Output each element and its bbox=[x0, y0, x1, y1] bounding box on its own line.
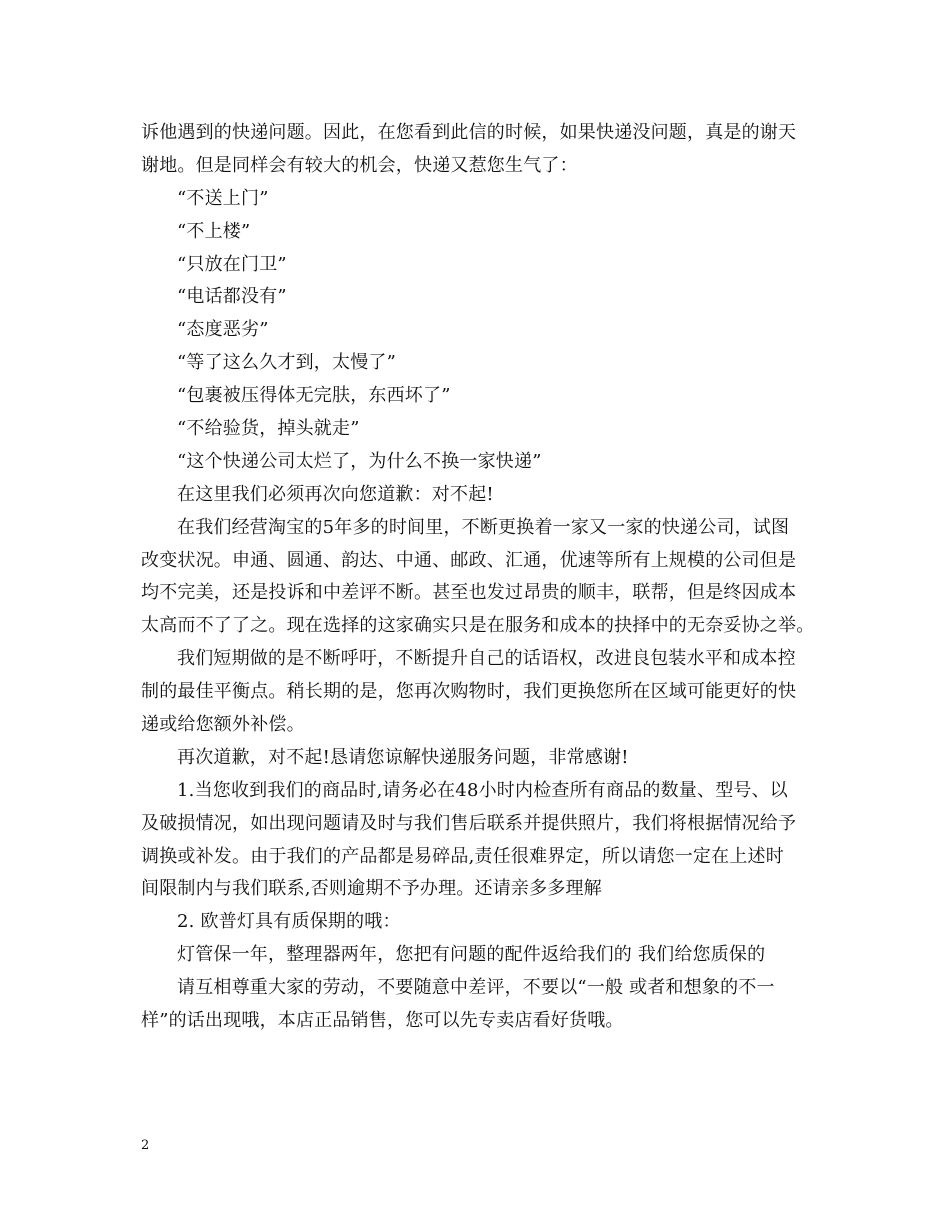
text-line: 1.当您收到我们的商品时,请务必在48小时内检查所有商品的数量、型号、以 bbox=[177, 779, 788, 801]
text-line: 请互相尊重大家的劳动，不要随意中差评，不要以“一般 或者和想象的不一 bbox=[177, 977, 775, 999]
page-number: 2 bbox=[141, 1138, 150, 1153]
text-line: 间限制内与我们联系,否则逾期不予办理。还请亲多多理解 bbox=[141, 878, 602, 900]
text-line: 在这里我们必须再次向您道歉：对不起! bbox=[177, 483, 494, 505]
text-line: 谢地。但是同样会有较大的机会，快递又惹您生气了： bbox=[141, 154, 578, 176]
text-line: 样”的话出现哦，本店正品销售，您可以先专卖店看好货哦。 bbox=[141, 1010, 624, 1032]
document-body bbox=[141, 117, 813, 1038]
text-line: 太高而不了了之。现在选择的这家确实只是在服务和成本的抉择中的无奈妥协之举。 bbox=[141, 615, 815, 637]
text-line: “这个快递公司太烂了，为什么不换一家快递” bbox=[177, 450, 542, 472]
text-line: “等了这么久才到，太慢了” bbox=[177, 352, 397, 374]
text-line: “不给验货，掉头就走” bbox=[177, 418, 360, 440]
text-line: 递或给您额外补偿。 bbox=[141, 714, 305, 736]
text-line: “电话都没有” bbox=[177, 286, 287, 308]
text-line: 制的最佳平衡点。稍长期的是，您再次购物时，我们更换您所在区域可能更好的快 bbox=[141, 681, 797, 703]
text-line: 诉他遇到的快递问题。因此，在您看到此信的时候，如果快递没问题，真是的谢天 bbox=[141, 122, 797, 143]
text-line: “不送上门” bbox=[177, 187, 269, 209]
text-line: 我们短期做的是不断呼吁，不断提升自己的话语权，改进良包装水平和成本控 bbox=[177, 648, 796, 670]
text-line: “态度恶劣” bbox=[177, 319, 269, 341]
text-line: “包裹被压得体无完肤，东西坏了” bbox=[177, 385, 451, 407]
text-line: 2. 欧普灯具有质保期的哦： bbox=[177, 911, 401, 933]
text-line: 在我们经营淘宝的5年多的时间里，不断更换着一家又一家的快递公司，试图 bbox=[177, 516, 790, 538]
text-line: 调换或补发。由于我们的产品都是易碎品,责任很难界定，所以请您一定在上述时 bbox=[141, 845, 784, 867]
text-line: “只放在门卫” bbox=[177, 253, 287, 275]
text-line: “不上楼” bbox=[177, 220, 251, 242]
text-line: 再次道歉，对不起!恳请您谅解快递服务问题，非常感谢! bbox=[177, 746, 629, 768]
text-line: 及破损情况，如出现问题请及时与我们售后联系并提供照片，我们将根据情况给予 bbox=[141, 812, 797, 834]
text-line: 均不完美，还是投诉和中差评不断。甚至也发过昂贵的顺丰，联帮，但是终因成本 bbox=[141, 582, 797, 604]
text-line: 改变状况。申通、圆通、韵达、中通、邮政、汇通，优速等所有上规模的公司但是 bbox=[141, 549, 797, 571]
text-line: 灯管保一年，整理器两年，您把有问题的配件返给我们的 我们给您质保的 bbox=[177, 944, 766, 966]
